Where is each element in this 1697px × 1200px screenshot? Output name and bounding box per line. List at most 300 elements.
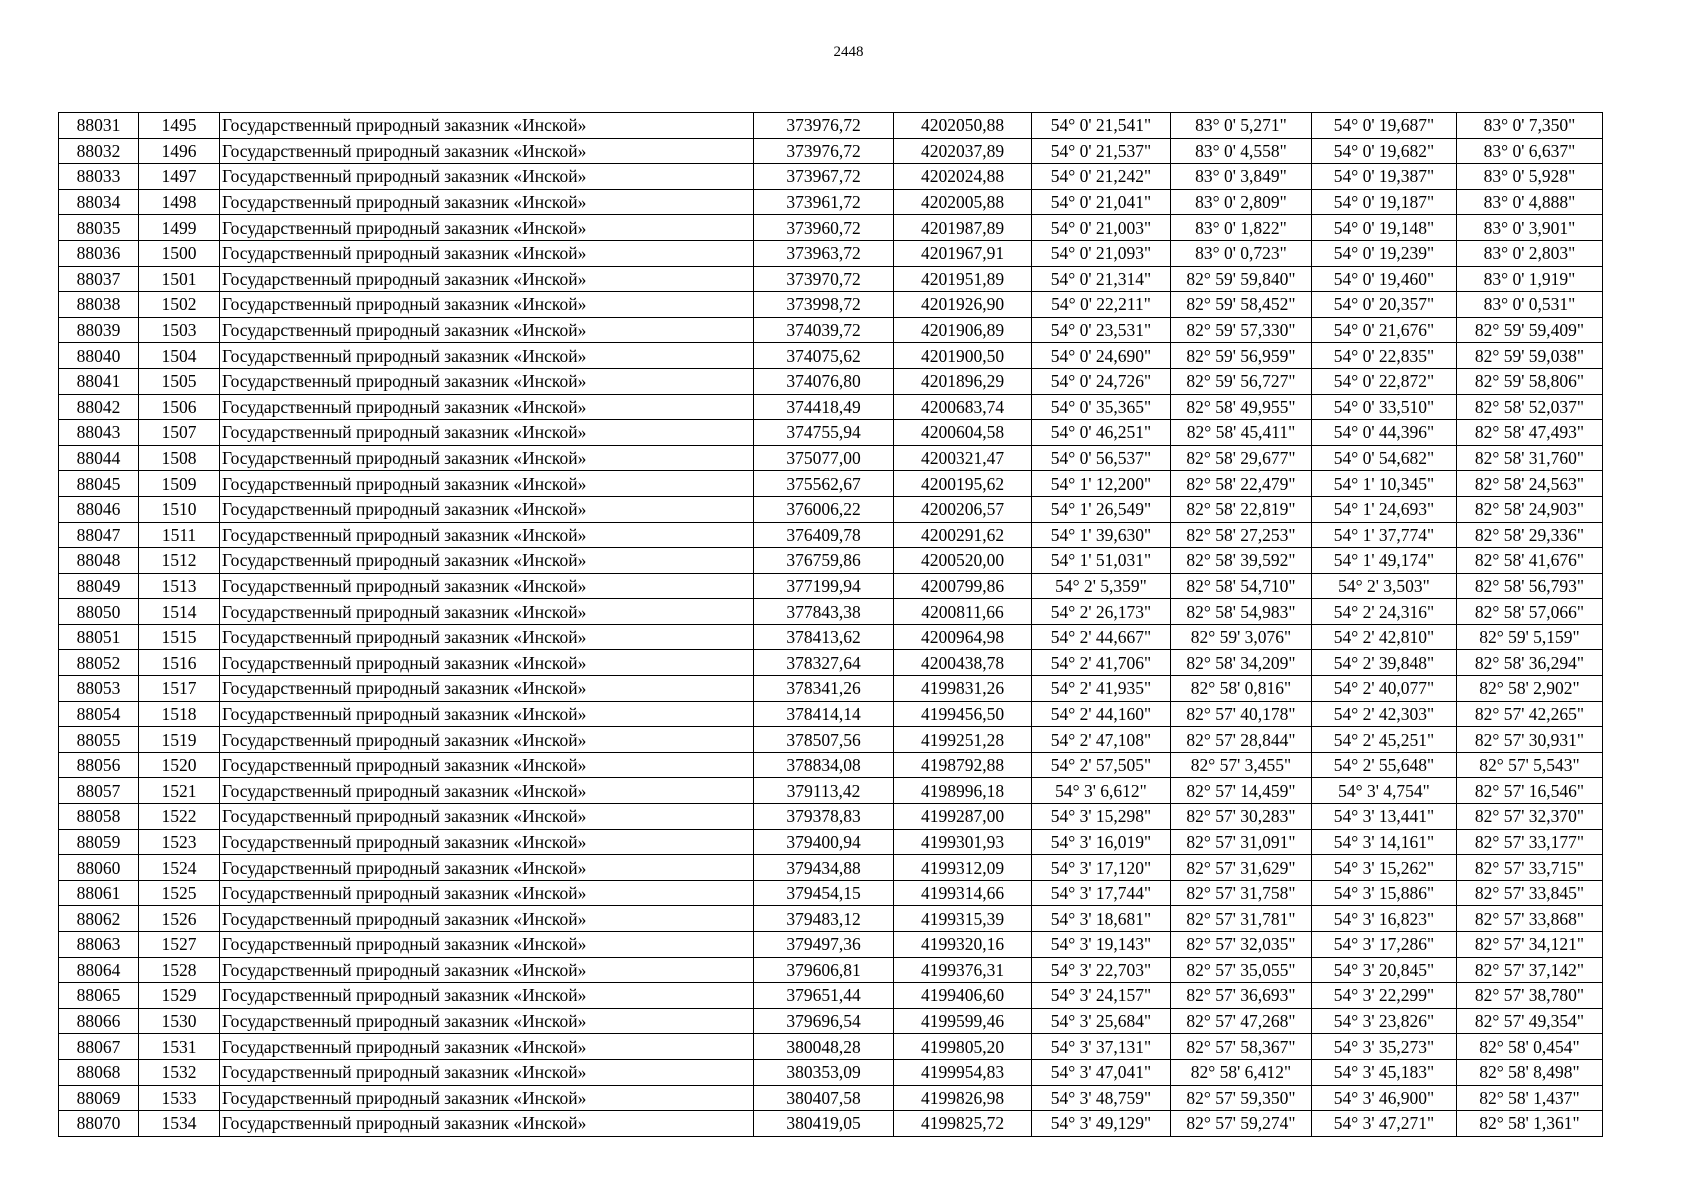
point-number-cell: 1508 <box>139 445 220 471</box>
latitude-1-cell: 54° 2' 41,935" <box>1032 676 1171 702</box>
x-coordinate-cell: 374039,72 <box>754 317 894 343</box>
table-row <box>59 522 1603 548</box>
longitude-1-cell: 82° 57' 59,274" <box>1171 1111 1312 1137</box>
record-id-cell: 88036 <box>59 240 139 266</box>
latitude-1-cell: 54° 1' 26,549" <box>1032 496 1171 522</box>
longitude-2-cell: 82° 58' 8,498" <box>1457 1059 1603 1085</box>
longitude-2-cell: 82° 59' 59,409" <box>1457 317 1603 343</box>
object-name-cell: Государственный природный заказник «Инской» <box>220 650 754 676</box>
y-coordinate-cell: 4199315,39 <box>894 906 1032 932</box>
point-number-cell: 1530 <box>139 1008 220 1034</box>
y-coordinate-cell: 4199314,66 <box>894 880 1032 906</box>
table-row <box>59 752 1603 778</box>
latitude-2-cell: 54° 3' 15,262" <box>1312 855 1457 881</box>
point-number-cell: 1528 <box>139 957 220 983</box>
latitude-1-cell: 54° 0' 21,041" <box>1032 189 1171 215</box>
x-coordinate-cell: 374418,49 <box>754 394 894 420</box>
table-row <box>59 113 1603 139</box>
record-id-cell: 88068 <box>59 1059 139 1085</box>
latitude-1-cell: 54° 3' 22,703" <box>1032 957 1171 983</box>
point-number-cell: 1501 <box>139 266 220 292</box>
latitude-1-cell: 54° 3' 49,129" <box>1032 1111 1171 1137</box>
point-number-cell: 1502 <box>139 292 220 318</box>
longitude-1-cell: 83° 0' 2,809" <box>1171 189 1312 215</box>
object-name-cell: Государственный природный заказник «Инской» <box>220 880 754 906</box>
latitude-1-cell: 54° 0' 21,093" <box>1032 240 1171 266</box>
latitude-2-cell: 54° 2' 24,316" <box>1312 599 1457 625</box>
latitude-2-cell: 54° 0' 54,682" <box>1312 445 1457 471</box>
longitude-2-cell: 83° 0' 1,919" <box>1457 266 1603 292</box>
object-name-cell: Государственный природный заказник «Инской» <box>220 855 754 881</box>
record-id-cell: 88049 <box>59 573 139 599</box>
point-number-cell: 1525 <box>139 880 220 906</box>
latitude-1-cell: 54° 2' 41,706" <box>1032 650 1171 676</box>
table-row <box>59 599 1603 625</box>
longitude-1-cell: 82° 57' 36,693" <box>1171 983 1312 1009</box>
point-number-cell: 1514 <box>139 599 220 625</box>
latitude-2-cell: 54° 2' 39,848" <box>1312 650 1457 676</box>
y-coordinate-cell: 4200683,74 <box>894 394 1032 420</box>
x-coordinate-cell: 376409,78 <box>754 522 894 548</box>
longitude-2-cell: 82° 57' 34,121" <box>1457 932 1603 958</box>
latitude-2-cell: 54° 2' 3,503" <box>1312 573 1457 599</box>
point-number-cell: 1495 <box>139 113 220 139</box>
latitude-2-cell: 54° 0' 19,460" <box>1312 266 1457 292</box>
record-id-cell: 88048 <box>59 548 139 574</box>
y-coordinate-cell: 4201926,90 <box>894 292 1032 318</box>
coordinates-table <box>58 112 1603 1137</box>
latitude-1-cell: 54° 0' 56,537" <box>1032 445 1171 471</box>
latitude-1-cell: 54° 3' 48,759" <box>1032 1085 1171 1111</box>
y-coordinate-cell: 4201906,89 <box>894 317 1032 343</box>
latitude-2-cell: 54° 3' 20,845" <box>1312 957 1457 983</box>
x-coordinate-cell: 375077,00 <box>754 445 894 471</box>
table-row <box>59 727 1603 753</box>
object-name-cell: Государственный природный заказник «Инской» <box>220 394 754 420</box>
table-row <box>59 1034 1603 1060</box>
y-coordinate-cell: 4199599,46 <box>894 1008 1032 1034</box>
record-id-cell: 88059 <box>59 829 139 855</box>
table-row <box>59 983 1603 1009</box>
y-coordinate-cell: 4200964,98 <box>894 624 1032 650</box>
x-coordinate-cell: 378327,64 <box>754 650 894 676</box>
longitude-1-cell: 82° 58' 39,592" <box>1171 548 1312 574</box>
longitude-2-cell: 83° 0' 4,888" <box>1457 189 1603 215</box>
y-coordinate-cell: 4199287,00 <box>894 804 1032 830</box>
latitude-1-cell: 54° 2' 57,505" <box>1032 752 1171 778</box>
longitude-1-cell: 82° 58' 27,253" <box>1171 522 1312 548</box>
y-coordinate-cell: 4199301,93 <box>894 829 1032 855</box>
y-coordinate-cell: 4202024,88 <box>894 164 1032 190</box>
longitude-1-cell: 83° 0' 0,723" <box>1171 240 1312 266</box>
x-coordinate-cell: 373961,72 <box>754 189 894 215</box>
object-name-cell: Государственный природный заказник «Инской» <box>220 420 754 446</box>
latitude-1-cell: 54° 2' 5,359" <box>1032 573 1171 599</box>
longitude-2-cell: 82° 57' 33,177" <box>1457 829 1603 855</box>
table-row <box>59 548 1603 574</box>
latitude-2-cell: 54° 3' 13,441" <box>1312 804 1457 830</box>
x-coordinate-cell: 378341,26 <box>754 676 894 702</box>
latitude-2-cell: 54° 2' 42,303" <box>1312 701 1457 727</box>
x-coordinate-cell: 378834,08 <box>754 752 894 778</box>
latitude-2-cell: 54° 3' 16,823" <box>1312 906 1457 932</box>
record-id-cell: 88039 <box>59 317 139 343</box>
y-coordinate-cell: 4199251,28 <box>894 727 1032 753</box>
object-name-cell: Государственный природный заказник «Инской» <box>220 548 754 574</box>
table-row <box>59 624 1603 650</box>
y-coordinate-cell: 4200811,66 <box>894 599 1032 625</box>
y-coordinate-cell: 4199406,60 <box>894 983 1032 1009</box>
y-coordinate-cell: 4201987,89 <box>894 215 1032 241</box>
record-id-cell: 88041 <box>59 368 139 394</box>
y-coordinate-cell: 4200206,57 <box>894 496 1032 522</box>
x-coordinate-cell: 373976,72 <box>754 138 894 164</box>
longitude-2-cell: 83° 0' 7,350" <box>1457 113 1603 139</box>
longitude-2-cell: 82° 58' 2,902" <box>1457 676 1603 702</box>
object-name-cell: Государственный природный заказник «Инской» <box>220 599 754 625</box>
object-name-cell: Государственный природный заказник «Инской» <box>220 573 754 599</box>
record-id-cell: 88064 <box>59 957 139 983</box>
table-row <box>59 215 1603 241</box>
record-id-cell: 88044 <box>59 445 139 471</box>
latitude-1-cell: 54° 3' 16,019" <box>1032 829 1171 855</box>
y-coordinate-cell: 4200604,58 <box>894 420 1032 446</box>
x-coordinate-cell: 377843,38 <box>754 599 894 625</box>
table-row <box>59 445 1603 471</box>
longitude-2-cell: 82° 58' 56,793" <box>1457 573 1603 599</box>
x-coordinate-cell: 376759,86 <box>754 548 894 574</box>
latitude-2-cell: 54° 3' 47,271" <box>1312 1111 1457 1137</box>
object-name-cell: Государственный природный заказник «Инской» <box>220 317 754 343</box>
object-name-cell: Государственный природный заказник «Инской» <box>220 138 754 164</box>
point-number-cell: 1504 <box>139 343 220 369</box>
latitude-1-cell: 54° 0' 21,314" <box>1032 266 1171 292</box>
latitude-1-cell: 54° 2' 47,108" <box>1032 727 1171 753</box>
point-number-cell: 1499 <box>139 215 220 241</box>
table-row <box>59 1085 1603 1111</box>
longitude-1-cell: 82° 57' 28,844" <box>1171 727 1312 753</box>
x-coordinate-cell: 379113,42 <box>754 778 894 804</box>
longitude-1-cell: 82° 59' 56,727" <box>1171 368 1312 394</box>
y-coordinate-cell: 4199825,72 <box>894 1111 1032 1137</box>
page-number: 2448 <box>833 44 864 60</box>
y-coordinate-cell: 4201951,89 <box>894 266 1032 292</box>
x-coordinate-cell: 379497,36 <box>754 932 894 958</box>
longitude-1-cell: 82° 59' 57,330" <box>1171 317 1312 343</box>
point-number-cell: 1519 <box>139 727 220 753</box>
latitude-1-cell: 54° 1' 39,630" <box>1032 522 1171 548</box>
longitude-1-cell: 82° 58' 54,983" <box>1171 599 1312 625</box>
record-id-cell: 88057 <box>59 778 139 804</box>
x-coordinate-cell: 378413,62 <box>754 624 894 650</box>
y-coordinate-cell: 4200438,78 <box>894 650 1032 676</box>
longitude-2-cell: 82° 57' 33,715" <box>1457 855 1603 881</box>
latitude-2-cell: 54° 0' 33,510" <box>1312 394 1457 420</box>
latitude-1-cell: 54° 0' 35,365" <box>1032 394 1171 420</box>
object-name-cell: Государственный природный заказник «Инской» <box>220 1034 754 1060</box>
point-number-cell: 1511 <box>139 522 220 548</box>
longitude-2-cell: 82° 57' 38,780" <box>1457 983 1603 1009</box>
record-id-cell: 88058 <box>59 804 139 830</box>
y-coordinate-cell: 4202037,89 <box>894 138 1032 164</box>
longitude-1-cell: 82° 57' 32,035" <box>1171 932 1312 958</box>
object-name-cell: Государственный природный заказник «Инской» <box>220 932 754 958</box>
object-name-cell: Государственный природный заказник «Инской» <box>220 522 754 548</box>
record-id-cell: 88052 <box>59 650 139 676</box>
point-number-cell: 1532 <box>139 1059 220 1085</box>
latitude-1-cell: 54° 3' 15,298" <box>1032 804 1171 830</box>
latitude-2-cell: 54° 3' 35,273" <box>1312 1034 1457 1060</box>
record-id-cell: 88045 <box>59 471 139 497</box>
record-id-cell: 88055 <box>59 727 139 753</box>
record-id-cell: 88070 <box>59 1111 139 1137</box>
record-id-cell: 88065 <box>59 983 139 1009</box>
y-coordinate-cell: 4200195,62 <box>894 471 1032 497</box>
latitude-1-cell: 54° 2' 44,160" <box>1032 701 1171 727</box>
point-number-cell: 1533 <box>139 1085 220 1111</box>
longitude-1-cell: 82° 58' 54,710" <box>1171 573 1312 599</box>
longitude-2-cell: 82° 59' 5,159" <box>1457 624 1603 650</box>
x-coordinate-cell: 379696,54 <box>754 1008 894 1034</box>
latitude-2-cell: 54° 3' 46,900" <box>1312 1085 1457 1111</box>
longitude-2-cell: 82° 58' 36,294" <box>1457 650 1603 676</box>
latitude-1-cell: 54° 3' 24,157" <box>1032 983 1171 1009</box>
table-row <box>59 650 1603 676</box>
latitude-2-cell: 54° 0' 22,872" <box>1312 368 1457 394</box>
point-number-cell: 1503 <box>139 317 220 343</box>
longitude-1-cell: 82° 57' 3,455" <box>1171 752 1312 778</box>
longitude-2-cell: 83° 0' 2,803" <box>1457 240 1603 266</box>
table-row <box>59 266 1603 292</box>
latitude-2-cell: 54° 0' 19,387" <box>1312 164 1457 190</box>
object-name-cell: Государственный природный заказник «Инской» <box>220 624 754 650</box>
record-id-cell: 88067 <box>59 1034 139 1060</box>
y-coordinate-cell: 4198792,88 <box>894 752 1032 778</box>
latitude-1-cell: 54° 3' 17,120" <box>1032 855 1171 881</box>
object-name-cell: Государственный природный заказник «Инской» <box>220 983 754 1009</box>
x-coordinate-cell: 380407,58 <box>754 1085 894 1111</box>
latitude-1-cell: 54° 1' 51,031" <box>1032 548 1171 574</box>
record-id-cell: 88051 <box>59 624 139 650</box>
y-coordinate-cell: 4202005,88 <box>894 189 1032 215</box>
latitude-2-cell: 54° 0' 19,239" <box>1312 240 1457 266</box>
longitude-2-cell: 82° 58' 31,760" <box>1457 445 1603 471</box>
point-number-cell: 1497 <box>139 164 220 190</box>
longitude-1-cell: 82° 59' 56,959" <box>1171 343 1312 369</box>
record-id-cell: 88063 <box>59 932 139 958</box>
record-id-cell: 88040 <box>59 343 139 369</box>
longitude-2-cell: 82° 58' 24,563" <box>1457 471 1603 497</box>
longitude-1-cell: 82° 59' 58,452" <box>1171 292 1312 318</box>
longitude-1-cell: 82° 57' 31,629" <box>1171 855 1312 881</box>
object-name-cell: Государственный природный заказник «Инской» <box>220 164 754 190</box>
record-id-cell: 88047 <box>59 522 139 548</box>
latitude-2-cell: 54° 1' 49,174" <box>1312 548 1457 574</box>
latitude-2-cell: 54° 0' 44,396" <box>1312 420 1457 446</box>
longitude-1-cell: 82° 58' 29,677" <box>1171 445 1312 471</box>
y-coordinate-cell: 4200321,47 <box>894 445 1032 471</box>
longitude-1-cell: 82° 57' 59,350" <box>1171 1085 1312 1111</box>
latitude-1-cell: 54° 0' 21,537" <box>1032 138 1171 164</box>
longitude-2-cell: 82° 57' 37,142" <box>1457 957 1603 983</box>
latitude-1-cell: 54° 1' 12,200" <box>1032 471 1171 497</box>
longitude-1-cell: 82° 58' 49,955" <box>1171 394 1312 420</box>
latitude-2-cell: 54° 1' 10,345" <box>1312 471 1457 497</box>
latitude-1-cell: 54° 3' 47,041" <box>1032 1059 1171 1085</box>
point-number-cell: 1498 <box>139 189 220 215</box>
object-name-cell: Государственный природный заказник «Инской» <box>220 778 754 804</box>
record-id-cell: 88035 <box>59 215 139 241</box>
latitude-1-cell: 54° 0' 21,541" <box>1032 113 1171 139</box>
x-coordinate-cell: 373970,72 <box>754 266 894 292</box>
x-coordinate-cell: 379606,81 <box>754 957 894 983</box>
object-name-cell: Государственный природный заказник «Инской» <box>220 701 754 727</box>
latitude-2-cell: 54° 3' 23,826" <box>1312 1008 1457 1034</box>
point-number-cell: 1505 <box>139 368 220 394</box>
x-coordinate-cell: 379454,15 <box>754 880 894 906</box>
latitude-1-cell: 54° 0' 24,726" <box>1032 368 1171 394</box>
table-body <box>59 113 1603 1137</box>
longitude-2-cell: 82° 57' 49,354" <box>1457 1008 1603 1034</box>
latitude-1-cell: 54° 3' 17,744" <box>1032 880 1171 906</box>
x-coordinate-cell: 379378,83 <box>754 804 894 830</box>
longitude-1-cell: 82° 58' 22,479" <box>1171 471 1312 497</box>
table-row <box>59 189 1603 215</box>
object-name-cell: Государственный природный заказник «Инской» <box>220 957 754 983</box>
table-row <box>59 496 1603 522</box>
point-number-cell: 1531 <box>139 1034 220 1060</box>
latitude-1-cell: 54° 0' 21,242" <box>1032 164 1171 190</box>
table-row <box>59 138 1603 164</box>
object-name-cell: Государственный природный заказник «Инской» <box>220 676 754 702</box>
latitude-1-cell: 54° 3' 37,131" <box>1032 1034 1171 1060</box>
point-number-cell: 1534 <box>139 1111 220 1137</box>
x-coordinate-cell: 380353,09 <box>754 1059 894 1085</box>
latitude-1-cell: 54° 0' 46,251" <box>1032 420 1171 446</box>
table-row <box>59 317 1603 343</box>
table-row <box>59 880 1603 906</box>
record-id-cell: 88033 <box>59 164 139 190</box>
latitude-1-cell: 54° 3' 19,143" <box>1032 932 1171 958</box>
y-coordinate-cell: 4200291,62 <box>894 522 1032 548</box>
latitude-1-cell: 54° 2' 26,173" <box>1032 599 1171 625</box>
latitude-2-cell: 54° 3' 22,299" <box>1312 983 1457 1009</box>
object-name-cell: Государственный природный заказник «Инской» <box>220 1085 754 1111</box>
y-coordinate-cell: 4202050,88 <box>894 113 1032 139</box>
table-row <box>59 1008 1603 1034</box>
table-row <box>59 471 1603 497</box>
x-coordinate-cell: 377199,94 <box>754 573 894 599</box>
record-id-cell: 88038 <box>59 292 139 318</box>
longitude-2-cell: 82° 57' 33,868" <box>1457 906 1603 932</box>
latitude-1-cell: 54° 2' 44,667" <box>1032 624 1171 650</box>
longitude-2-cell: 82° 58' 41,676" <box>1457 548 1603 574</box>
object-name-cell: Государственный природный заказник «Инской» <box>220 343 754 369</box>
record-id-cell: 88034 <box>59 189 139 215</box>
latitude-2-cell: 54° 0' 22,835" <box>1312 343 1457 369</box>
y-coordinate-cell: 4199312,09 <box>894 855 1032 881</box>
latitude-1-cell: 54° 0' 23,531" <box>1032 317 1171 343</box>
point-number-cell: 1520 <box>139 752 220 778</box>
latitude-2-cell: 54° 2' 45,251" <box>1312 727 1457 753</box>
y-coordinate-cell: 4199831,26 <box>894 676 1032 702</box>
record-id-cell: 88053 <box>59 676 139 702</box>
x-coordinate-cell: 378414,14 <box>754 701 894 727</box>
table-row <box>59 1059 1603 1085</box>
x-coordinate-cell: 379400,94 <box>754 829 894 855</box>
longitude-1-cell: 82° 57' 35,055" <box>1171 957 1312 983</box>
object-name-cell: Государственный природный заказник «Инской» <box>220 113 754 139</box>
x-coordinate-cell: 379483,12 <box>754 906 894 932</box>
latitude-1-cell: 54° 0' 21,003" <box>1032 215 1171 241</box>
table-row <box>59 804 1603 830</box>
object-name-cell: Государственный природный заказник «Инской» <box>220 368 754 394</box>
longitude-1-cell: 83° 0' 4,558" <box>1171 138 1312 164</box>
point-number-cell: 1506 <box>139 394 220 420</box>
y-coordinate-cell: 4199320,16 <box>894 932 1032 958</box>
record-id-cell: 88043 <box>59 420 139 446</box>
x-coordinate-cell: 380419,05 <box>754 1111 894 1137</box>
longitude-1-cell: 82° 57' 58,367" <box>1171 1034 1312 1060</box>
object-name-cell: Государственный природный заказник «Инской» <box>220 906 754 932</box>
point-number-cell: 1513 <box>139 573 220 599</box>
latitude-2-cell: 54° 0' 21,676" <box>1312 317 1457 343</box>
object-name-cell: Государственный природный заказник «Инской» <box>220 445 754 471</box>
point-number-cell: 1496 <box>139 138 220 164</box>
longitude-1-cell: 82° 57' 31,781" <box>1171 906 1312 932</box>
table-row <box>59 932 1603 958</box>
longitude-2-cell: 83° 0' 6,637" <box>1457 138 1603 164</box>
x-coordinate-cell: 373967,72 <box>754 164 894 190</box>
record-id-cell: 88032 <box>59 138 139 164</box>
longitude-1-cell: 82° 59' 3,076" <box>1171 624 1312 650</box>
longitude-1-cell: 82° 59' 59,840" <box>1171 266 1312 292</box>
table-row <box>59 1111 1603 1137</box>
x-coordinate-cell: 373960,72 <box>754 215 894 241</box>
y-coordinate-cell: 4199805,20 <box>894 1034 1032 1060</box>
longitude-2-cell: 82° 58' 1,361" <box>1457 1111 1603 1137</box>
table-row <box>59 420 1603 446</box>
x-coordinate-cell: 379651,44 <box>754 983 894 1009</box>
longitude-1-cell: 82° 58' 6,412" <box>1171 1059 1312 1085</box>
record-id-cell: 88054 <box>59 701 139 727</box>
x-coordinate-cell: 374075,62 <box>754 343 894 369</box>
table-row <box>59 343 1603 369</box>
longitude-1-cell: 83° 0' 5,271" <box>1171 113 1312 139</box>
table-row <box>59 778 1603 804</box>
longitude-1-cell: 82° 58' 34,209" <box>1171 650 1312 676</box>
point-number-cell: 1500 <box>139 240 220 266</box>
longitude-2-cell: 82° 57' 42,265" <box>1457 701 1603 727</box>
point-number-cell: 1510 <box>139 496 220 522</box>
table-row <box>59 957 1603 983</box>
table-row <box>59 906 1603 932</box>
latitude-2-cell: 54° 3' 14,161" <box>1312 829 1457 855</box>
longitude-2-cell: 82° 58' 57,066" <box>1457 599 1603 625</box>
point-number-cell: 1521 <box>139 778 220 804</box>
latitude-2-cell: 54° 3' 45,183" <box>1312 1059 1457 1085</box>
record-id-cell: 88061 <box>59 880 139 906</box>
latitude-1-cell: 54° 3' 6,612" <box>1032 778 1171 804</box>
y-coordinate-cell: 4199456,50 <box>894 701 1032 727</box>
x-coordinate-cell: 374076,80 <box>754 368 894 394</box>
record-id-cell: 88060 <box>59 855 139 881</box>
latitude-2-cell: 54° 2' 40,077" <box>1312 676 1457 702</box>
longitude-2-cell: 82° 59' 58,806" <box>1457 368 1603 394</box>
longitude-2-cell: 82° 58' 52,037" <box>1457 394 1603 420</box>
longitude-2-cell: 82° 58' 29,336" <box>1457 522 1603 548</box>
x-coordinate-cell: 373976,72 <box>754 113 894 139</box>
